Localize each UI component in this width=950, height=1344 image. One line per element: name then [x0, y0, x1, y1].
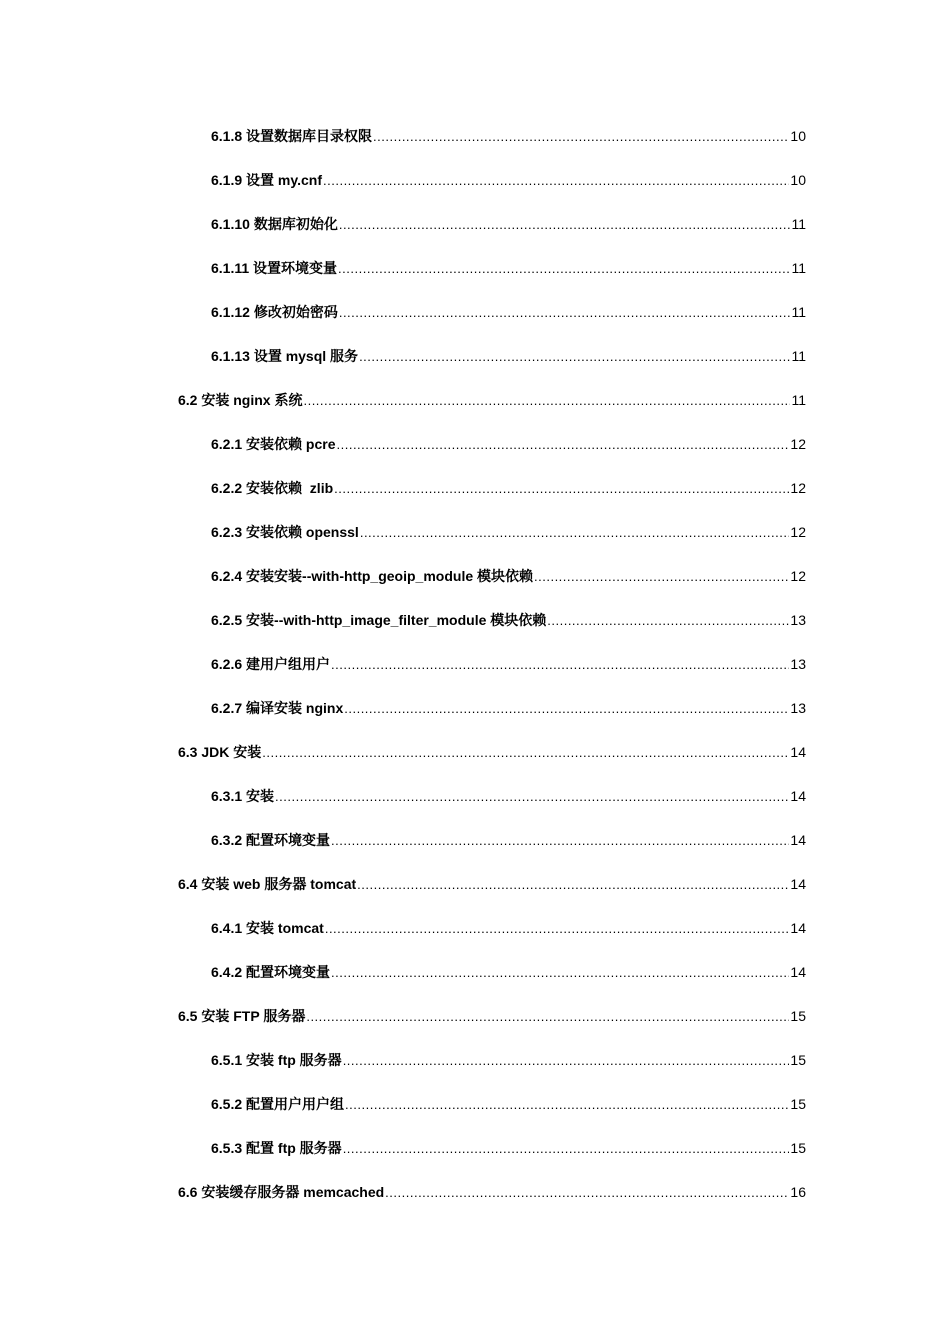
toc-entry-6-3[interactable] [0, 730, 806, 774]
toc-dot-leader [325, 907, 790, 951]
toc-entry-title: 6.1.13 设置 mysql 服务 [211, 348, 359, 364]
toc-entry-title: 6.4.2 配置环境变量 [211, 964, 331, 980]
toc-page-number: 10 [790, 172, 806, 188]
toc-entry-6-5-3[interactable] [0, 1126, 806, 1170]
toc-entry-6-5-1[interactable] [0, 1038, 806, 1082]
toc-page-number: 14 [790, 744, 806, 760]
table-of-contents [0, 114, 950, 1214]
toc-page-number: 11 [791, 216, 806, 232]
toc-entry-title: 6.1.8 设置数据库目录权限 [211, 128, 373, 144]
toc-entry-title: 6.2 安装 nginx 系统 [178, 392, 303, 408]
toc-entry-title: 6.6 安装缓存服务器 memcached [178, 1184, 385, 1200]
toc-dot-leader [360, 511, 790, 555]
toc-dot-leader [262, 731, 789, 775]
toc-entry-6-2-3[interactable] [0, 510, 806, 554]
toc-dot-leader [339, 291, 791, 335]
toc-entry-title: 6.2.4 安装安装--with-http_geoip_module 模块依赖 [211, 568, 534, 584]
toc-page-number: 15 [790, 1052, 806, 1068]
toc-dot-leader [385, 1171, 789, 1215]
toc-page-number: 11 [791, 260, 806, 276]
toc-page-number: 13 [790, 656, 806, 672]
toc-entry-6-4[interactable] [0, 862, 806, 906]
toc-entry-6-3-1[interactable] [0, 774, 806, 818]
toc-entry-title: 6.2.7 编译安装 nginx [211, 700, 344, 716]
toc-dot-leader [338, 247, 790, 291]
toc-entry-6-1-13[interactable] [0, 334, 806, 378]
toc-entry-6-1-11[interactable] [0, 246, 806, 290]
toc-entry-title: 6.2.1 安装依赖 pcre [211, 436, 336, 452]
toc-dot-leader [339, 203, 791, 247]
toc-dot-leader [306, 995, 789, 1039]
toc-entry-title: 6.5.3 配置 ftp 服务器 [211, 1140, 342, 1156]
toc-entry-6-2-4[interactable] [0, 554, 806, 598]
toc-page-number: 12 [790, 480, 806, 496]
toc-entry-6-2-2[interactable] [0, 466, 806, 510]
toc-entry-title: 6.2.5 安装--with-http_image_filter_module 模块依赖 [211, 612, 547, 628]
toc-entry-6-2-6[interactable] [0, 642, 806, 686]
toc-entry-6-2[interactable] [0, 378, 806, 422]
toc-entry-title: 6.1.9 设置 my.cnf [211, 172, 323, 188]
toc-page-number: 10 [790, 128, 806, 144]
toc-page-number: 14 [790, 876, 806, 892]
toc-dot-leader [331, 951, 789, 995]
toc-dot-leader [343, 1039, 790, 1083]
toc-dot-leader [345, 1083, 789, 1127]
toc-entry-title: 6.5.2 配置用户用户组 [211, 1096, 345, 1112]
toc-entry-title: 6.3.1 安装 [211, 788, 275, 804]
toc-page-number: 12 [790, 568, 806, 584]
toc-dot-leader [344, 687, 789, 731]
toc-entry-title: 6.2.3 安装依赖 openssl [211, 524, 359, 540]
toc-dot-leader [331, 643, 789, 687]
toc-dot-leader [547, 599, 789, 643]
toc-entry-6-2-7[interactable] [0, 686, 806, 730]
toc-entry-title: 6.1.11 设置环境变量 [211, 260, 338, 276]
toc-entry-title: 6.2.6 建用户组用户 [211, 656, 331, 672]
toc-page-number: 12 [790, 436, 806, 452]
toc-dot-leader [357, 863, 789, 907]
toc-entry-6-5-2[interactable] [0, 1082, 806, 1126]
toc-page-number: 14 [790, 920, 806, 936]
toc-entry-title: 6.1.12 修改初始密码 [211, 304, 338, 320]
toc-page-number: 15 [790, 1096, 806, 1112]
toc-page-number: 11 [791, 348, 806, 364]
toc-page-number: 12 [790, 524, 806, 540]
toc-dot-leader [334, 467, 789, 511]
toc-dot-leader [343, 1127, 790, 1171]
toc-page-number: 11 [791, 392, 806, 408]
toc-dot-leader [534, 555, 789, 599]
toc-dot-leader [331, 819, 789, 863]
toc-page-number: 14 [790, 832, 806, 848]
toc-entry-6-1-10[interactable] [0, 202, 806, 246]
toc-page-number: 15 [790, 1008, 806, 1024]
toc-entry-6-1-12[interactable] [0, 290, 806, 334]
toc-entry-title: 6.3 JDK 安装 [178, 744, 262, 760]
toc-entry-title: 6.4 安装 web 服务器 tomcat [178, 876, 357, 892]
toc-entry-title: 6.3.2 配置环境变量 [211, 832, 331, 848]
toc-entry-6-4-2[interactable] [0, 950, 806, 994]
toc-entry-title: 6.4.1 安装 tomcat [211, 920, 324, 936]
toc-page-number: 14 [790, 964, 806, 980]
toc-page-number: 14 [790, 788, 806, 804]
toc-entry-title: 6.1.10 数据库初始化 [211, 216, 338, 232]
toc-dot-leader [359, 335, 790, 379]
toc-entry-6-6[interactable] [0, 1170, 806, 1214]
toc-dot-leader [373, 115, 789, 159]
toc-entry-title: 6.2.2 安装依赖 zlib [211, 480, 334, 496]
toc-entry-6-1-9[interactable] [0, 158, 806, 202]
toc-entry-6-5[interactable] [0, 994, 806, 1038]
toc-entry-title: 6.5.1 安装 ftp 服务器 [211, 1052, 342, 1068]
toc-page-number: 15 [790, 1140, 806, 1156]
toc-entry-6-4-1[interactable] [0, 906, 806, 950]
toc-dot-leader [323, 159, 789, 203]
toc-entry-6-2-5[interactable] [0, 598, 806, 642]
toc-dot-leader [303, 379, 790, 423]
toc-entry-title: 6.5 安装 FTP 服务器 [178, 1008, 306, 1024]
toc-entry-6-2-1[interactable] [0, 422, 806, 466]
toc-dot-leader [337, 423, 790, 467]
toc-page-number: 13 [790, 700, 806, 716]
toc-entry-6-3-2[interactable] [0, 818, 806, 862]
toc-page-number: 13 [790, 612, 806, 628]
toc-page-number: 11 [791, 304, 806, 320]
toc-page-number: 16 [790, 1184, 806, 1200]
toc-dot-leader [275, 775, 789, 819]
toc-entry-6-1-8[interactable] [0, 114, 806, 158]
